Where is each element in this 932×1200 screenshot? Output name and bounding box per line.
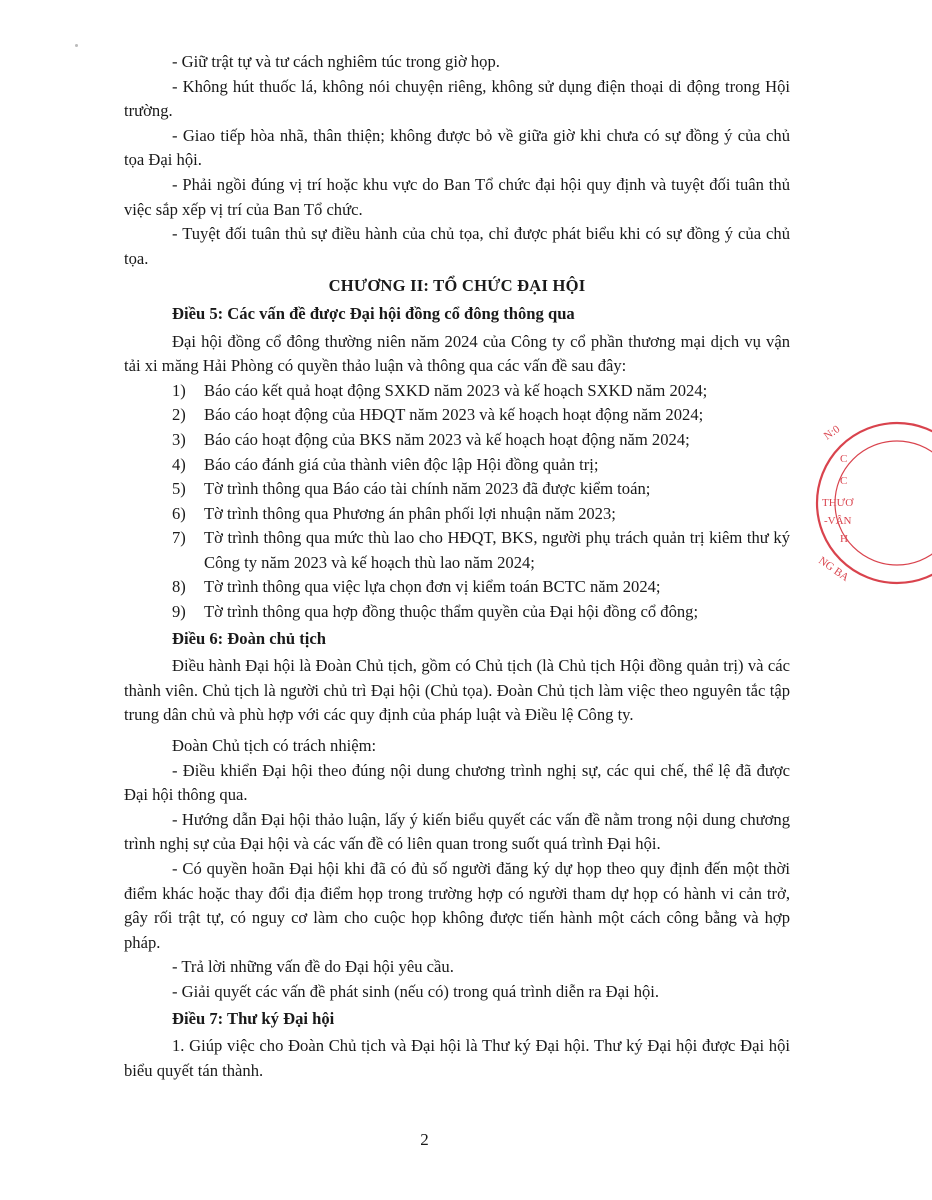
- list-item: [124, 403, 790, 428]
- list-item-number: 8): [172, 577, 186, 597]
- article-5-list: [124, 379, 790, 625]
- article-6-bullet: - Hướng dẫn Đại hội thảo luận, lấy ý kiến biểu quyết các vấn đề nằm trong nội dung chương trình nghị sự của Đại hội và các vấn đề có liên quan trong suốt quá trình Đại hội.: [124, 809, 790, 854]
- list-item: [124, 600, 790, 625]
- list-item-text: Báo cáo đánh giá của thành viên độc lập Hội đồng quản trị;: [204, 454, 599, 474]
- article-5-title: Điều 5: Các vấn đề được Đại hội đồng cổ đông thông qua: [172, 303, 575, 323]
- page-number: 2: [420, 1130, 429, 1149]
- seal-text-fragment: NG BA: [816, 554, 851, 584]
- article-6-paragraph: Điều hành Đại hội là Đoàn Chủ tịch, gồm có Chủ tịch (là Chủ tịch Hội đồng quản trị) và các thành viên. Chủ tịch là người chủ trì Đại hội (Chủ tọa). Đoàn Chủ tịch làm việc theo nguyên tắc tập trung dân chủ và phù hợp với các quy định của pháp luật và Điều lệ Công ty.: [124, 656, 790, 725]
- list-item-text: Tờ trình thông qua Báo cáo tài chính năm 2023 đã được kiểm toán;: [204, 479, 651, 499]
- list-item: [124, 502, 790, 527]
- article-6-paragraph: Đoàn Chủ tịch có trách nhiệm:: [172, 736, 377, 756]
- list-item-text: Tờ trình thông qua hợp đồng thuộc thẩm quyền của Đại hội đồng cổ đông;: [204, 602, 699, 622]
- list-item-number: 3): [172, 429, 186, 449]
- company-seal-stamp: [812, 418, 932, 588]
- list-item: [124, 477, 790, 502]
- list-item-number: 1): [172, 380, 186, 400]
- seal-text-fragment: -VẬN: [824, 515, 852, 527]
- list-item-text: Tờ trình thông qua mức thù lao cho HĐQT, BKS, người phụ trách quản trị kiêm thư ký Công ty năm 2023 và kế hoạch thù lao năm 2024;: [204, 528, 790, 572]
- chapter-title: CHƯƠNG II: TỔ CHỨC ĐẠI HỘI: [328, 276, 586, 296]
- list-item-text: Báo cáo kết quả hoạt động SXKD năm 2023 và kế hoạch SXKD năm 2024;: [204, 380, 708, 400]
- article-7-title: Điều 7: Thư ký Đại hội: [172, 1008, 335, 1028]
- article-6-bullet: - Trả lời những vấn đề do Đại hội yêu cầu.: [172, 957, 454, 977]
- rule-line: - Giữ trật tự và tư cách nghiêm túc trong giờ họp.: [172, 52, 500, 71]
- list-item-number: 4): [172, 454, 186, 474]
- list-item-number: 2): [172, 405, 186, 425]
- rule-line: - Không hút thuốc lá, không nói chuyện riêng, không sử dụng điện thoại di động trong Hội trường.: [124, 76, 790, 121]
- list-item-text: Báo cáo hoạt động của HĐQT năm 2023 và kế hoạch hoạt động năm 2024;: [204, 405, 704, 425]
- list-item-number: 6): [172, 503, 186, 523]
- seal-text-fragment: H: [840, 533, 848, 545]
- list-item-text: Báo cáo hoạt động của BKS năm 2023 và kế hoạch hoạt động năm 2024;: [204, 429, 690, 449]
- article-6-title: Điều 6: Đoàn chủ tịch: [172, 628, 326, 648]
- list-item: [124, 428, 790, 453]
- article-6-bullet: - Điều khiển Đại hội theo đúng nội dung chương trình nghị sự, các qui chế, thể lệ đã được Đại hội thông qua.: [124, 760, 790, 805]
- list-item-number: 9): [172, 602, 186, 622]
- scan-speck: [75, 44, 78, 47]
- article-6-bullet: - Giải quyết các vấn đề phát sinh (nếu có) trong quá trình diễn ra Đại hội.: [172, 981, 660, 1001]
- article-7-paragraph: 1. Giúp việc cho Đoàn Chủ tịch và Đại hội là Thư ký Đại hội. Thư ký Đại hội được Đại hội biểu quyết tán thành.: [124, 1036, 790, 1080]
- seal-text-fragment: C: [840, 453, 848, 465]
- list-item: [124, 379, 790, 404]
- rule-line: - Giao tiếp hòa nhã, thân thiện; không được bỏ về giữa giờ khi chưa có sự đồng ý của chủ tọa Đại hội.: [124, 125, 790, 170]
- page-body: [124, 50, 790, 1083]
- seal-text-fragment: C: [840, 475, 848, 487]
- rule-line: - Phải ngồi đúng vị trí hoặc khu vực do Ban Tổ chức đại hội quy định và tuyệt đối tuân thủ việc sắp xếp vị trí của Ban Tổ chức.: [124, 174, 790, 219]
- seal-text-fragment: N:0: [821, 423, 843, 443]
- list-item-text: Tờ trình thông qua việc lựa chọn đơn vị kiểm toán BCTC năm 2024;: [204, 577, 661, 597]
- seal-text-fragment: THƯƠ: [822, 497, 854, 509]
- list-item: [124, 453, 790, 478]
- list-item-number: 5): [172, 479, 186, 499]
- article-6-bullet: - Có quyền hoãn Đại hội khi đã có đủ số người đăng ký dự họp theo quy định đến một thời điểm khác hoặc thay đổi địa điểm họp trong trường hợp có người tham dự họp có hành vi cản trở, gây rối trật tự, có nguy cơ làm cho cuộc họp không được tiến hành một cách công bằng và hợp pháp.: [124, 859, 790, 952]
- list-item-number: 7): [172, 528, 186, 548]
- list-item: [124, 575, 790, 600]
- rule-line: - Tuyệt đối tuân thủ sự điều hành của chủ tọa, chỉ được phát biểu khi có sự đồng ý của chủ tọa.: [124, 224, 790, 268]
- list-item: [124, 526, 790, 575]
- list-item-text: Tờ trình thông qua Phương án phân phối lợi nhuận năm 2023;: [204, 503, 616, 523]
- article-5-intro: Đại hội đồng cổ đông thường niên năm 2024 của Công ty cổ phần thương mại dịch vụ vận tải xi măng Hải Phòng có quyền thảo luận và thông qua các vấn đề sau đây:: [124, 331, 790, 376]
